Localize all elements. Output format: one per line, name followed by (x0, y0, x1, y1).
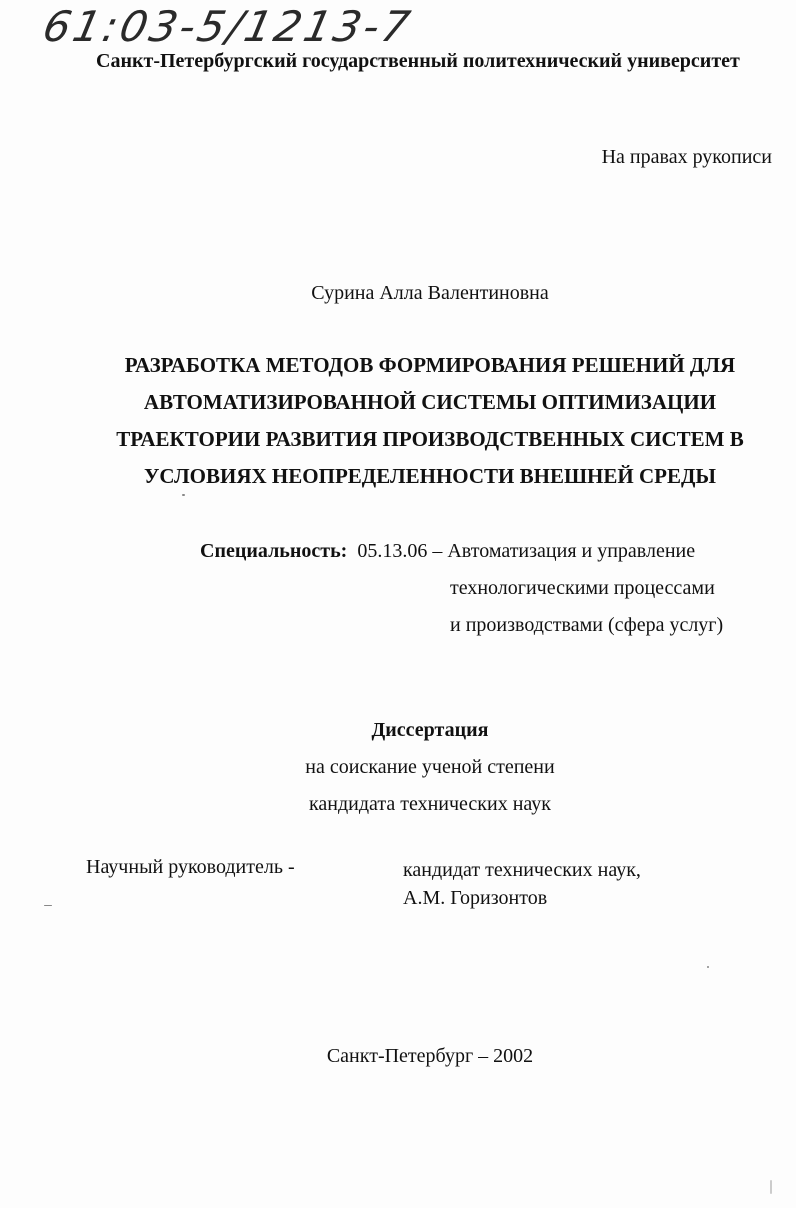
city-year: Санкт-Петербург – 2002 (326, 1045, 534, 1067)
dissertation-title (0, 347, 796, 495)
scan-speck (707, 966, 709, 968)
title-line-2: АВТОМАТИЗИРОВАННОЙ СИСТЕМЫ ОПТИМИЗАЦИИ (143, 390, 717, 414)
dissertation-line-1: на соискание ученой степени (305, 756, 555, 778)
specialty-line-2: технологическими процессами (450, 577, 715, 599)
specialty-label: Специальность: (200, 540, 348, 562)
manuscript-rights: На правах рукописи (601, 146, 772, 168)
archive-code-handwritten: 61:03-5/1213-7 (38, 2, 418, 51)
advisor-degree: кандидат технических наук, (403, 859, 641, 881)
author-name: Сурина Алла Валентиновна (311, 282, 549, 304)
dissertation-block (0, 712, 796, 823)
title-line-3: ТРАЕКТОРИИ РАЗВИТИЯ ПРОИЗВОДСТВЕННЫХ СИСТЕМ В (116, 427, 744, 451)
advisor-name: А.М. Горизонтов (403, 887, 548, 909)
specialty-block (200, 533, 723, 644)
scan-speck (44, 905, 52, 906)
title-line-1: РАЗРАБОТКА МЕТОДОВ ФОРМИРОВАНИЯ РЕШЕНИЙ ДЛЯ (124, 353, 736, 377)
specialty-line-1: 05.13.06 – Автоматизация и управление (357, 540, 696, 562)
advisor-label: Научный руководитель - (86, 856, 295, 878)
scan-speck (182, 494, 185, 496)
advisor-info (403, 856, 641, 912)
dissertation-heading: Диссертация (371, 719, 489, 741)
scan-speck (770, 1180, 772, 1194)
dissertation-line-2: кандидата технических наук (308, 793, 552, 815)
title-line-4: УСЛОВИЯХ НЕОПРЕДЕЛЕННОСТИ ВНЕШНЕЙ СРЕДЫ (143, 464, 717, 488)
university-name: Санкт-Петербургский государственный политехнический университет (96, 50, 740, 72)
specialty-line-3: и производствами (сфера услуг) (450, 614, 724, 636)
